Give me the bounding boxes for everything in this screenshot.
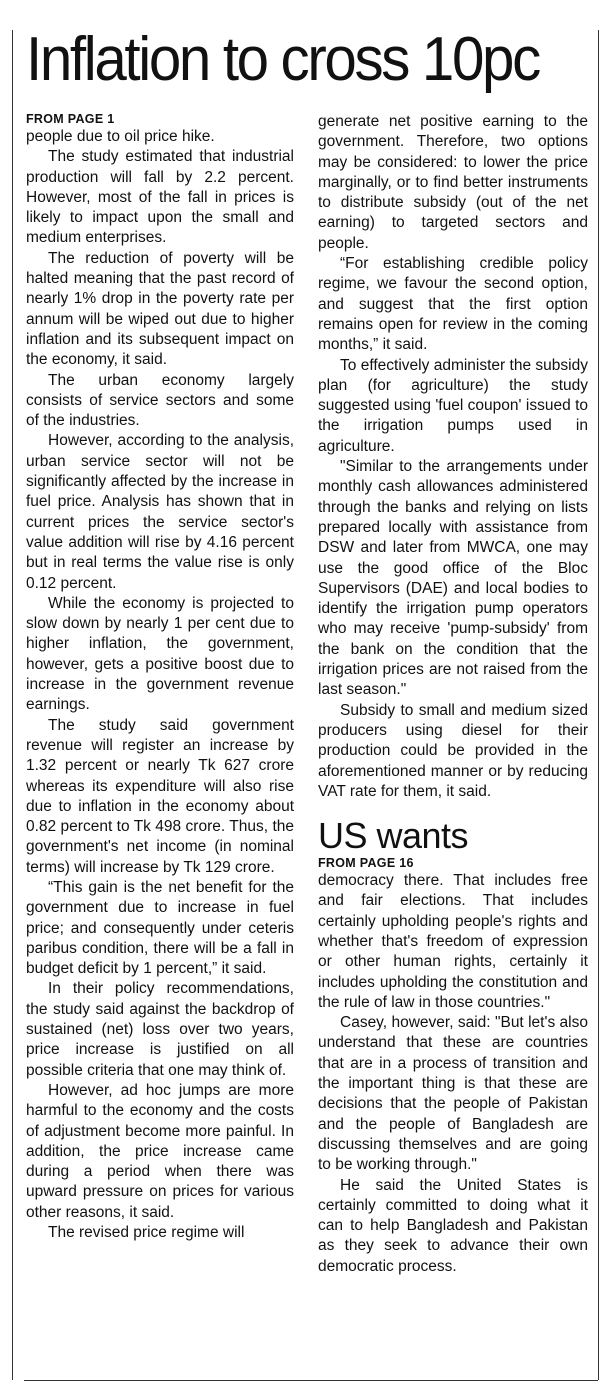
right-column [318, 112, 588, 1277]
continuation-kicker: FROM PAGE 1 [26, 112, 115, 126]
paragraph: The reduction of poverty will be halted meaning that the past record of nearly 1% drop in the poverty rate per annum will be wiped out due to higher inflation and its subsequent impact on the economy, it said. [26, 249, 294, 369]
paragraph: However, ad hoc jumps are more harmful to the economy and the costs of adjustment become more painful. In addition, the price increase came during a period when there was upward pressure on prices for various other reasons, it said. [26, 1081, 294, 1221]
paragraph: The urban economy largely consists of service sectors and some of the industries. [26, 371, 294, 430]
paragraph: While the economy is projected to slow down by nearly 1 per cent due to higher inflation, the government, however, gets a positive boost due to increase in the government revenue earnings. [26, 594, 294, 714]
bottom-border-rule [24, 1380, 598, 1381]
second-story-kicker: FROM PAGE 16 [318, 856, 414, 871]
paragraph: To effectively administer the subsidy plan (for agriculture) the study suggested using 'fuel coupon' issued to the irrigation pumps used in agriculture. [318, 356, 588, 455]
paragraph: democracy there. That includes free and fair elections. That includes certainly upholding people's rights and whether that's freedom of expression or other human rights, certainly it includes upholding the constitution and the rule of law in those countries." [318, 872, 588, 1011]
article-headline: Inflation to cross 10pc [26, 25, 539, 94]
left-column [26, 112, 294, 1243]
column-divider-rule [598, 30, 599, 1380]
paragraph: The study said government revenue will register an increase by 1.32 percent or nearly Tk 627 crore whereas its expenditure will also rise due to inflation in the economy about 0.82 percent to Tk 498 crore. Thus, the government's net income (in nominal terms) will increase by Tk 129 crore. [26, 716, 294, 876]
paragraph: Casey, however, said: "But let's also understand that these are countries that are in a process of transition and the important thing is that these are decisions that the people of Pakistan and the people of Bangladesh are discussing themselves and are going to be working through." [318, 1014, 588, 1174]
paragraph: In their policy recommendations, the study said against the backdrop of sustained (net) loss over two years, price increase is justified on all possible criteria that one may think of. [26, 980, 294, 1079]
paragraph: people due to oil price hike. [26, 128, 215, 145]
paragraph: generate net positive earning to the government. Therefore, two options may be considered: to lower the price marginally, or to find better instruments to distribute subsidy (out of the net earning) to targeted sectors and people. [318, 113, 588, 252]
paragraph: “This gain is the net benefit for the government due to increase in fuel price; and consequently under ceteris paribus condition, there will be a fall in budget deficit by 1 percent,” it said. [26, 878, 294, 978]
paragraph: The study estimated that industrial production will fall by 2.2 percent. However, most of the fall in prices is likely to impact upon the small and medium enterprises. [26, 148, 294, 247]
second-story-headline: US wants [318, 815, 469, 857]
paragraph: Subsidy to small and medium sized producers using diesel for their production could be provided in the aforementioned manner or by reducing VAT rate for them, it said. [318, 701, 588, 800]
paragraph: However, according to the analysis, urban service sector will not be significantly affected by the increase in fuel price. Analysis has shown that in current prices the service sector's value addition will rise by 4.16 percent but in real terms the value rise is only 0.12 percent. [26, 432, 294, 592]
paragraph: He said the United States is certainly committed to doing what it can to help Bangladesh and Pakistan as they seek to advance their own democratic process. [318, 1176, 588, 1275]
paragraph: The revised price regime will [48, 1224, 245, 1242]
paragraph: "Similar to the arrangements under monthly cash allowances administered through the banks and relying on lists prepared locally with assistance from DSW and later from MWCA, one may use the good office of the Bloc Supervisors (DAE) and local bodies to identify the irrigation pump operators who may receive 'pump-subsidy' from the bank on the condition that the irrigation prices are not raised from the last season." [318, 458, 588, 699]
paragraph: “For establishing credible policy regime, we favour the second option, and suggest that the first option remains open for review in the coming months,” it said. [318, 255, 588, 354]
left-border-rule [12, 30, 13, 1380]
